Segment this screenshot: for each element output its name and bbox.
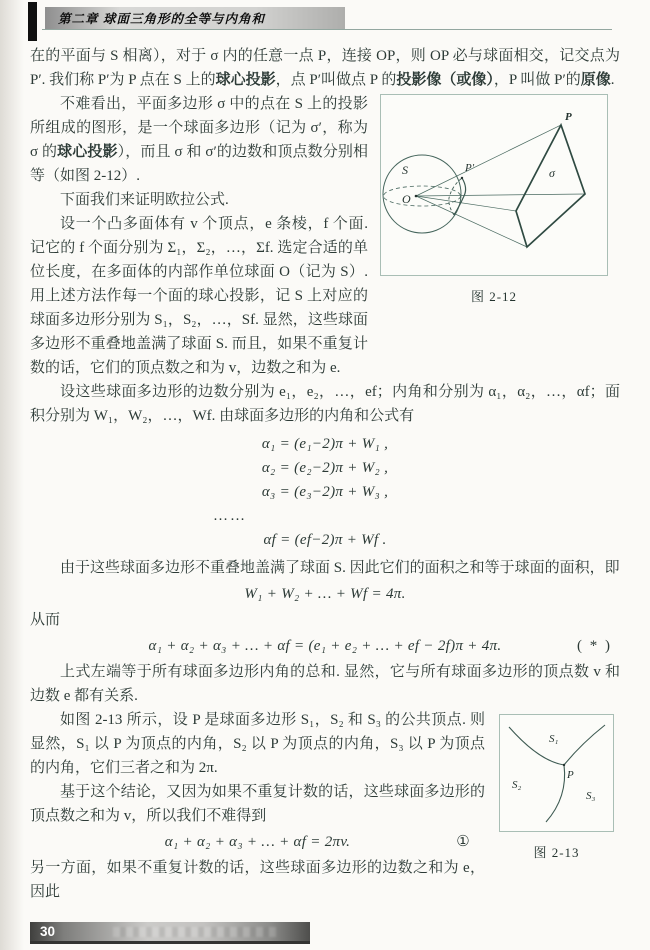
term-central-projection-2: 球心投影 xyxy=(57,144,118,160)
polygon-label: σ xyxy=(549,166,555,180)
paragraph-2-text: ），而且 σ 和 σ′的边数和顶点数分别相等（如图 2-12）. xyxy=(30,144,368,184)
equation-one xyxy=(30,830,620,854)
equation-alpha-1: α₁ = (e₁−2)π + W₁ , xyxy=(261,436,389,452)
figure-2-12-caption: 图 2-12 xyxy=(470,289,518,304)
paragraph-1 xyxy=(30,44,620,92)
sphere-label: S xyxy=(402,163,408,177)
paragraph-10: 基于这个结论，又因为如果不重复计数的话，这些球面多边形的顶点数之和为 v，所以我们不难得到 xyxy=(30,784,485,824)
paragraph-1-text: ，点 P′叫做点 P 的 xyxy=(275,72,397,88)
chapter-title: 第二章 球面三角形的全等与内角和 xyxy=(58,12,265,26)
figure-frame xyxy=(381,95,608,276)
header-rule xyxy=(42,29,612,30)
equation-system xyxy=(30,432,620,552)
proj-point-label: P′ xyxy=(465,162,475,174)
page-number: 30 xyxy=(40,924,56,939)
sphere-center-point xyxy=(415,195,418,198)
paragraph-11: 另一方面，如果不重复计数的话，这些球面多边形的边数之和为 e，因此 xyxy=(30,860,485,900)
figure-2-12-drawing xyxy=(380,94,608,276)
region-s3-label: S₃ xyxy=(586,790,596,802)
equation-one-tag: ① xyxy=(456,834,470,850)
term-projection-image: 投影像（或像） xyxy=(396,72,494,88)
equation-star xyxy=(30,634,620,658)
region-s1-label: S₁ xyxy=(549,733,559,745)
page-number-bar xyxy=(30,922,310,944)
chapter-header-band xyxy=(45,7,345,29)
footer-watermark xyxy=(113,927,276,937)
vertex-p-label: P xyxy=(567,769,574,781)
page-edge-shading xyxy=(0,0,24,950)
equation-star-tag: ( * ) xyxy=(577,638,612,654)
paragraph-3: 下面我们来证明欧拉公式. xyxy=(60,192,229,208)
page-body xyxy=(30,44,620,904)
common-vertex-point xyxy=(563,764,565,766)
paragraph-6: 由于这些球面多边形不重叠地盖满了球面 S. 因此它们的面积之和等于球面的面积，即 xyxy=(60,560,620,576)
vertex-label: P xyxy=(565,111,572,123)
paragraph-1-text: 在的平面与 S 相离），对于 σ 内的任意一点 P，连接 OP，则 OP 必与球面相交，记交点为 P′. 我们称 P′为 P 点在 S 上的 xyxy=(30,48,620,88)
paragraph-2-text: 不难看出，平面多边形 σ 中的点在 S 上的投影所组成的图形，是一个球面多边形（记为 σ′，称为 σ 的 xyxy=(30,96,368,160)
figure-2-12 xyxy=(380,94,608,309)
paragraph-1-text: . xyxy=(610,72,615,88)
center-label: O xyxy=(402,192,411,206)
figure-2-13-drawing xyxy=(499,714,614,832)
figure-2-13-caption: 图 2-13 xyxy=(533,845,580,860)
equation-star-formula: α₁ + α₂ + α₃ + … + αf = (e₁ + e₂ + … + ef − 2f)π + 4π. xyxy=(148,638,502,654)
equation-one-formula: α₁ + α₂ + α₃ + … + αf = 2πv. xyxy=(164,834,351,850)
paragraph-4: 设一个凸多面体有 v 个顶点，e 条棱，f 个面. 记它的 f 个面分别为 Σ₁，Σ₂，…，Σf. 选定合适的单位长度，在多面体的内部作单位球面 O（记为 S）. 用上述方法作每一个面的球心投影，记 S 上对应的球面多边形分别为 S₁，S₂，…，Sf. 显然，这些球面多边形不重叠地盖满了球面 S. 而且，如果不重复计数的话，它们的顶点数之和为 v，边数之和为 e. xyxy=(30,216,368,376)
chapter-tab-marker xyxy=(28,2,37,41)
region-s2-label: S₂ xyxy=(512,779,522,791)
term-preimage: 原像 xyxy=(580,72,611,88)
equation-alpha-3: α₃ = (e₃−2)π + W₃ , xyxy=(261,484,389,500)
equation-area-sum: W₁ + W₂ + … + Wf = 4π. xyxy=(244,586,406,602)
equation-ellipsis: …… xyxy=(213,508,247,524)
paragraph-9: 如图 2-13 所示，设 P 是球面多边形 S₁，S₂ 和 S₃ 的公共顶点. 则显然，S₁ 以 P 为顶点的内角，S₂ 以 P 为顶点的内角，S₃ 以 P 为顶点的内角，它们三者之和为 2π. xyxy=(30,712,485,776)
paragraph-5: 设这些球面多边形的边数分别为 e₁，e₂，…，ef；内角和分别为 α₁，α₂，…，αf；面积分别为 W₁，W₂，…，Wf. 由球面多边形的内角和公式有 xyxy=(30,384,620,424)
paragraph-7: 从而 xyxy=(30,612,61,628)
paragraph-1-text: ，P 叫做 P′的 xyxy=(493,72,581,88)
term-central-projection: 球心投影 xyxy=(215,72,276,88)
equation-alpha-2: α₂ = (e₂−2)π + W₂ , xyxy=(261,460,389,476)
projection-point xyxy=(461,177,463,179)
paragraph-8: 上式左端等于所有球面多边形内角的总和. 显然，它与所有球面多边形的顶点数 v 和边数 e 都有关系. xyxy=(30,664,620,704)
equation-alpha-f: αf = (ef−2)π + Wf . xyxy=(263,532,387,548)
